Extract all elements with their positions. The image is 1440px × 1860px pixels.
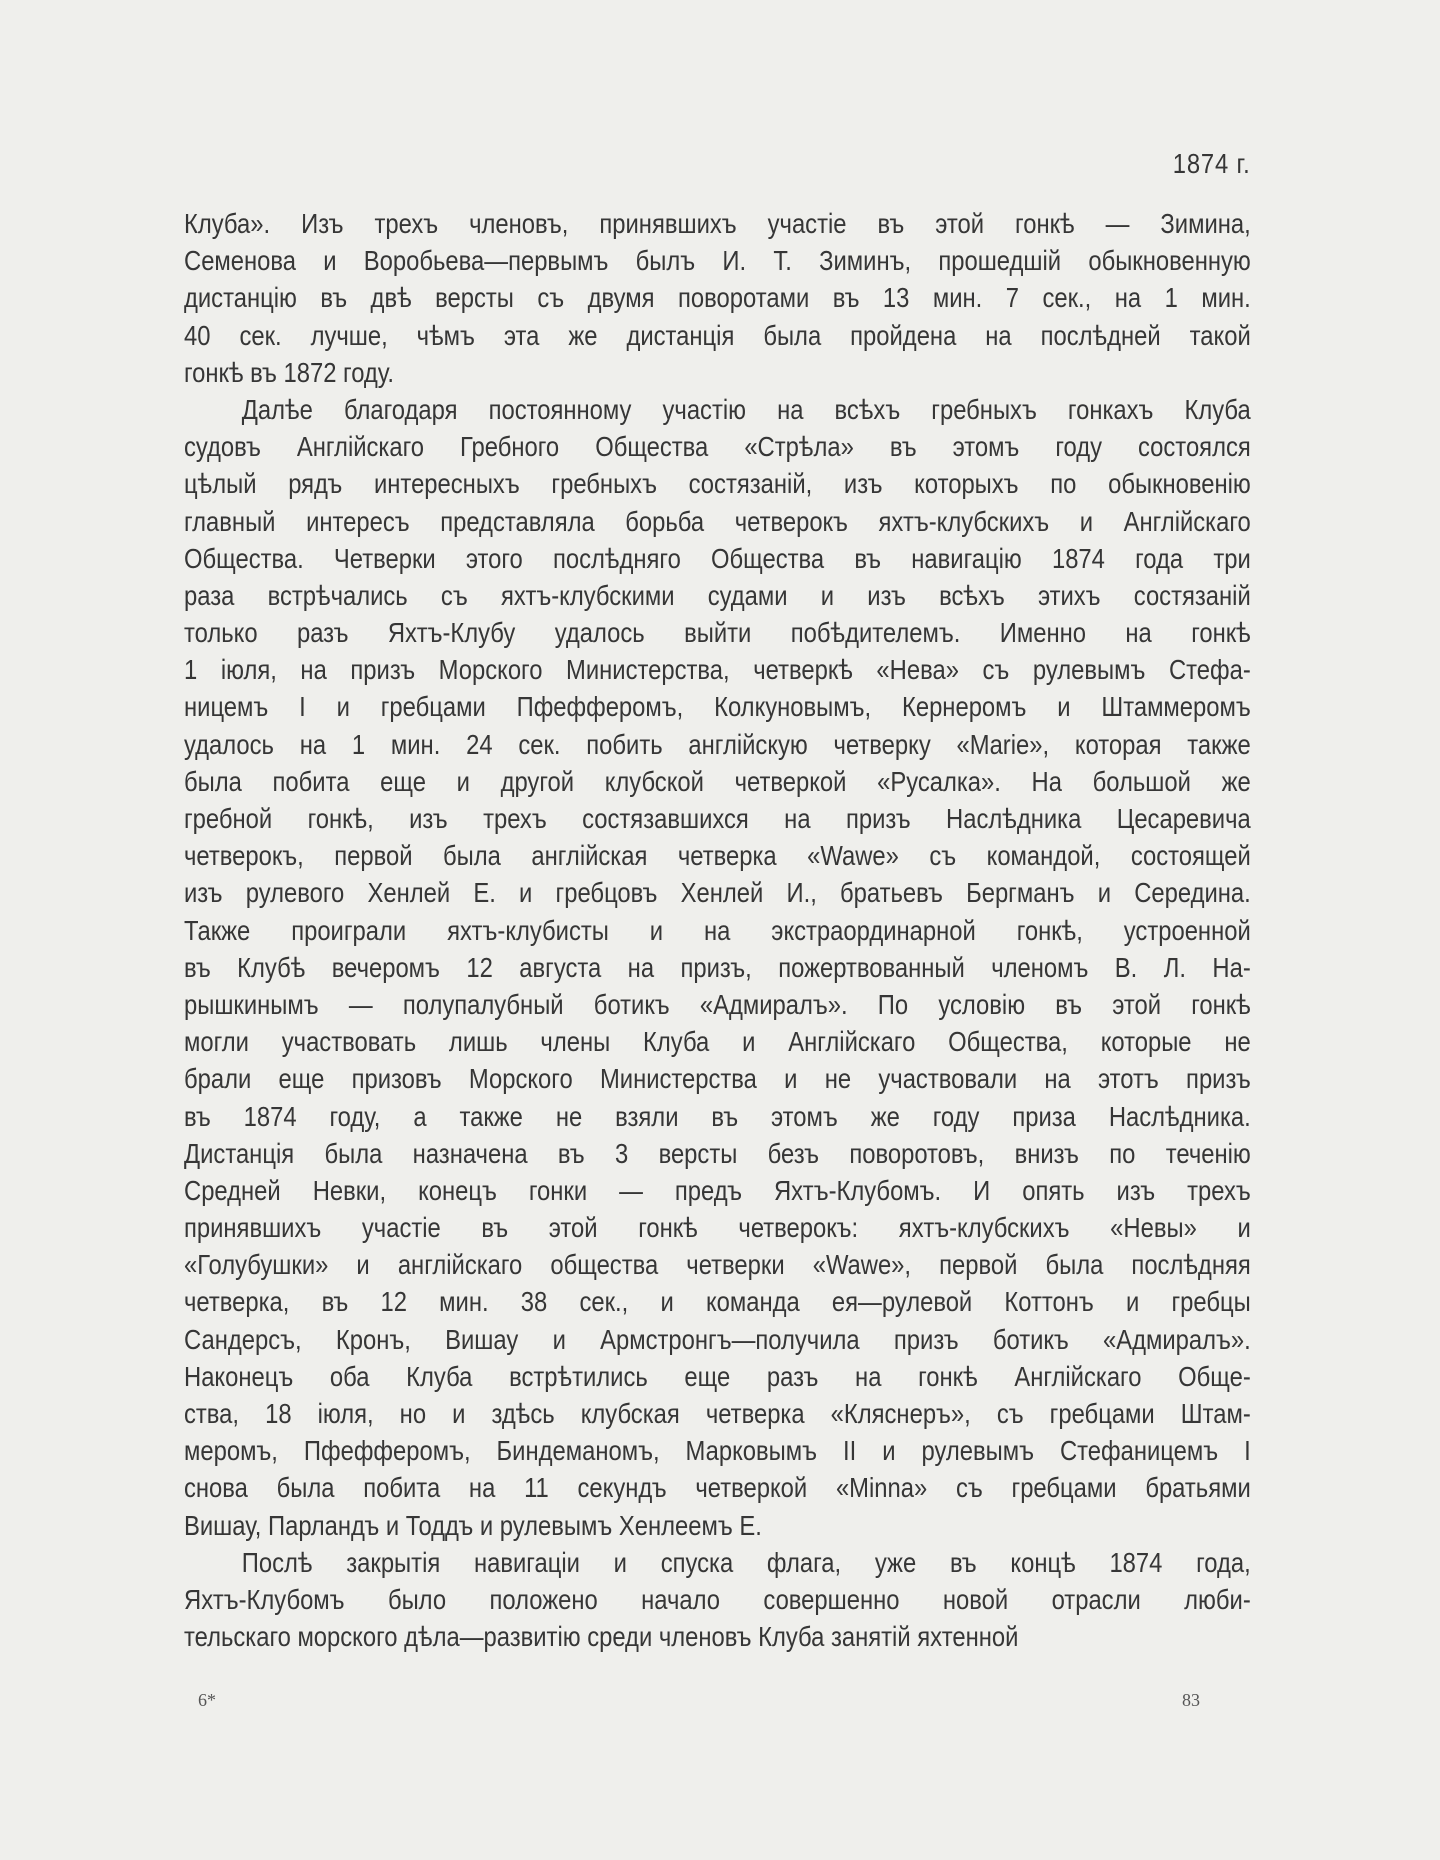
text-line: «Голубушки» и англійскаго общества четверки «Wawe», первой была послѣдняя bbox=[184, 1249, 1251, 1281]
text-line: гребной гонкѣ, изъ трехъ состязавшихся на призъ Наслѣдника Цесаревича bbox=[184, 803, 1251, 834]
text-line: Сандерсъ, Кронъ, Вишау и Армстронгъ—получила призъ ботикъ «Адмиралъ». bbox=[184, 1323, 1251, 1355]
text-line: брали еще призовъ Морского Министерства и не участвовали на этотъ призъ bbox=[184, 1063, 1251, 1095]
text-line: удалось на 1 мин. 24 сек. побить англійскую четверку «Marie», которая также bbox=[184, 728, 1251, 760]
text-line: тельскаго морского дѣла—развитію среди членовъ Клуба занятій яхтенной bbox=[184, 1621, 1019, 1653]
text-line: главный интересъ представляла борьба четверокъ яхтъ-клубскихъ и Англійскаго bbox=[184, 505, 1251, 537]
text-line: изъ рулевого Хенлей Е. и гребцовъ Хенлей И., братьевъ Бергманъ и Середина. bbox=[184, 877, 1251, 909]
text-line: раза встрѣчались съ яхтъ-клубскими судами и изъ всѣхъ этихъ состязаній bbox=[184, 579, 1251, 611]
text-line: 1 іюля, на призъ Морского Министерства, четверкѣ «Нева» съ рулевымъ Стефа- bbox=[184, 654, 1251, 686]
text-line: Клуба». Изъ трехъ членовъ, принявшихъ участіе въ этой гонкѣ — Зимина, bbox=[184, 208, 1251, 239]
text-line: четверка, въ 12 мин. 38 сек., и команда ея—рулевой Коттонъ и гребцы bbox=[184, 1286, 1251, 1318]
text-line: Наконецъ оба Клуба встрѣтились еще разъ на гонкѣ Англійскаго Обще- bbox=[184, 1360, 1251, 1392]
text-line: Далѣе благодаря постоянному участію на всѣхъ гребныхъ гонкахъ Клуба bbox=[241, 393, 1251, 425]
paragraph bbox=[184, 391, 1251, 1544]
text-line: принявшихъ участіе въ этой гонкѣ четверокъ: яхтъ-клубскихъ «Невы» и bbox=[184, 1212, 1251, 1244]
text-line: гонкѣ въ 1872 году. bbox=[184, 356, 394, 388]
text-line: Послѣ закрытія навигаціи и спуска флага, уже въ концѣ 1874 года, bbox=[241, 1546, 1251, 1578]
text-line: рышкинымъ — полупалубный ботикъ «Адмиралъ». По условію въ этой гонкѣ bbox=[184, 988, 1251, 1020]
text-line: Средней Невки, конецъ гонки — предъ Яхтъ-Клубомъ. И опять изъ трехъ bbox=[184, 1174, 1251, 1206]
text-line: судовъ Англійскаго Гребного Общества «Стрѣла» въ этомъ году состоялся bbox=[184, 431, 1251, 463]
text-line: меромъ, Пфефферомъ, Биндеманомъ, Марковымъ II и рулевымъ Стефаницемъ I bbox=[184, 1435, 1251, 1467]
text-line: въ 1874 году, а также не взяли въ этомъ же году приза Наслѣдника. bbox=[184, 1100, 1251, 1132]
body-text bbox=[184, 205, 1251, 1655]
text-line: дистанцію въ двѣ версты съ двумя поворотами въ 13 мин. 7 сек., на 1 мин. bbox=[184, 282, 1251, 314]
text-line: 40 сек. лучше, чѣмъ эта же дистанція была пройдена на послѣдней такой bbox=[184, 319, 1251, 351]
text-line: снова была побита на 11 секундъ четверкой «Minna» съ гребцами братьями bbox=[184, 1472, 1251, 1504]
text-line: Вишау, Парландъ и Тоддъ и рулевымъ Хенлеемъ Е. bbox=[184, 1509, 762, 1541]
text-line: могли участвовать лишь члены Клуба и Англійскаго Общества, которые не bbox=[184, 1026, 1251, 1058]
text-line: Также проиграли яхтъ-клубисты и на экстраординарной гонкѣ, устроенной bbox=[184, 914, 1251, 946]
text-line: четверокъ, первой была англійская четверка «Wawe» съ командой, состоящей bbox=[184, 840, 1251, 872]
text-line: была побита еще и другой клубской четверкой «Русалка». На большой же bbox=[184, 765, 1251, 797]
text-line: Яхтъ-Клубомъ было положено начало совершенно новой отрасли люби- bbox=[184, 1583, 1251, 1615]
paragraph bbox=[184, 205, 1251, 391]
running-head-year: 1874 г. bbox=[1173, 148, 1251, 179]
signature-mark: 6* bbox=[198, 1690, 216, 1710]
text-line: Семенова и Воробьева—первымъ былъ И. Т. Зиминъ, прошедшій обыкновенную bbox=[184, 245, 1251, 277]
text-line: ства, 18 іюля, но и здѣсь клубская четверка «Кляснеръ», съ гребцами Штам- bbox=[184, 1398, 1251, 1429]
text-line: только разъ Яхтъ-Клубу удалось выйти побѣдителемъ. Именно на гонкѣ bbox=[184, 617, 1251, 649]
text-line: въ Клубѣ вечеромъ 12 августа на призъ, пожертвованный членомъ В. Л. На- bbox=[184, 951, 1251, 983]
text-line: ницемъ I и гребцами Пфефферомъ, Колкуновымъ, Кернеромъ и Штаммеромъ bbox=[184, 691, 1251, 723]
text-line: Общества. Четверки этого послѣдняго Общества въ навигацію 1874 года три bbox=[184, 542, 1251, 574]
text-line: цѣлый рядъ интересныхъ гребныхъ состязаній, изъ которыхъ по обыкновенію bbox=[184, 468, 1251, 500]
paragraph bbox=[184, 1544, 1251, 1656]
page-number: 83 bbox=[1182, 1690, 1200, 1710]
text-line: Дистанція была назначена въ 3 версты безъ поворотовъ, внизъ по теченію bbox=[184, 1137, 1251, 1169]
